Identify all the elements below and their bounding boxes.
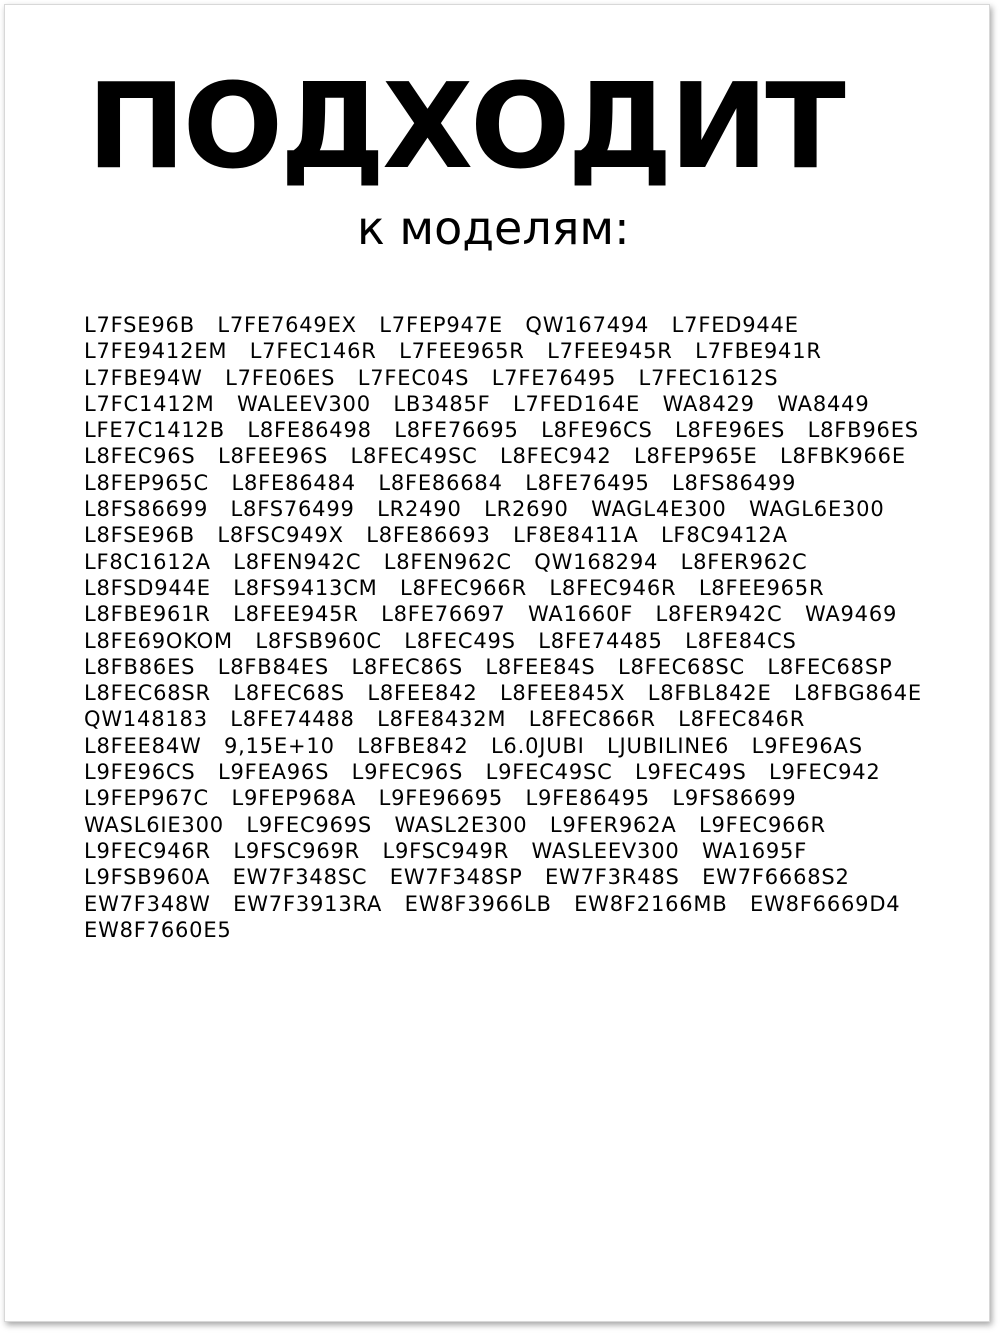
model-item: LR2490	[377, 497, 462, 522]
model-item: L8FE96ES	[675, 418, 786, 443]
model-item: L8FBE842	[357, 733, 469, 758]
model-item: LB3485F	[393, 391, 491, 416]
model-item: LR2690	[484, 497, 569, 522]
model-item: L8FS86499	[672, 470, 797, 495]
model-item: LJUBILINE6	[607, 733, 730, 758]
model-item: L7FEE965R	[399, 339, 525, 364]
page-subtitle: к моделям:	[357, 201, 630, 255]
model-item: L9FER962A	[549, 812, 677, 837]
page-title: ПОДХОДИТ	[87, 57, 843, 195]
model-item: L8FE96CS	[541, 418, 653, 443]
model-item: L8FEP965E	[633, 444, 758, 469]
model-item: QW168294	[534, 549, 659, 574]
model-item: EW7F348SC	[232, 865, 368, 890]
model-item: L8FEC68SR	[84, 681, 211, 706]
model-item: L8FB84ES	[217, 654, 329, 679]
model-item: L7FEC04S	[357, 365, 470, 390]
model-item: WALEEV300	[237, 391, 371, 416]
model-item: WASL2E300	[394, 812, 528, 837]
model-item: L7FBE941R	[695, 339, 822, 364]
model-item: L9FEC969S	[246, 812, 373, 837]
model-item: L8FSE96B	[84, 523, 195, 548]
model-item: L8FE86684	[378, 470, 503, 495]
model-item: QW148183	[84, 707, 208, 732]
model-item: L8FB96ES	[807, 418, 919, 443]
model-item: WASL6IE300	[84, 812, 224, 837]
model-item: L8FEC68SC	[617, 654, 745, 679]
model-item: L8FE74485	[538, 628, 663, 653]
model-item: L8FER942C	[655, 602, 783, 627]
model-item: L9FEC96S	[351, 760, 464, 785]
model-item: L8FSB960C	[255, 628, 382, 653]
model-item: L7FEE945R	[547, 339, 673, 364]
model-item: L8FSD944E	[84, 575, 211, 600]
model-item: L8FE86693	[366, 523, 491, 548]
model-item: L9FEC942	[769, 760, 881, 785]
model-item: L7FEP947E	[379, 313, 503, 337]
model-item: EW7F3R48S	[544, 865, 680, 890]
model-item: L8FE8432M	[377, 707, 507, 732]
model-item: L8FE74488	[230, 707, 355, 732]
model-item: LFE7C1412B	[84, 418, 225, 443]
model-item: EW8F6669D4	[750, 891, 901, 916]
model-item: L7FED164E	[513, 391, 641, 416]
model-item: L8FEE965R	[698, 575, 825, 600]
model-item: L7FEC146R	[249, 339, 377, 364]
model-item: L8FEE96S	[217, 444, 329, 469]
model-item: L9FE96695	[378, 786, 504, 811]
model-item: L8FBG864E	[793, 681, 922, 706]
model-item: L6.0JUBI	[490, 733, 585, 758]
model-item: L8FS86699	[84, 497, 209, 522]
model-item: L9FEC946R	[84, 838, 211, 863]
model-item: L8FEE945R	[233, 602, 359, 627]
model-item: L9FEA96S	[217, 760, 330, 785]
model-item: L8FBK966E	[780, 444, 906, 469]
model-item: L8FE76695	[394, 418, 519, 443]
model-item: WA1695F	[701, 838, 808, 863]
model-item: L8FS76499	[230, 497, 355, 522]
model-item: L7FE7649EX	[217, 313, 357, 337]
model-item: L9FEC966R	[698, 812, 826, 837]
model-item: L8FEC946R	[549, 575, 677, 600]
model-item: WA9469	[804, 602, 898, 627]
model-item: L8FEC68S	[233, 681, 345, 706]
model-item: L8FEC96S	[84, 444, 196, 469]
model-item: L9FEC49S	[635, 760, 747, 785]
model-item: LF8C9412A	[660, 523, 788, 548]
model-item: WA8449	[777, 391, 870, 416]
model-item: L8FS9413CM	[233, 575, 378, 600]
page-frame	[4, 4, 990, 1322]
model-item: L8FE69OKOM	[84, 628, 233, 653]
model-item: L7FBE94W	[84, 365, 203, 390]
model-item: L8FEP965C	[84, 470, 210, 495]
model-item: EW8F3966LB	[404, 891, 552, 916]
model-list	[84, 312, 944, 943]
model-item: L9FEP968A	[231, 786, 357, 811]
model-item: L8FBE961R	[84, 602, 211, 627]
model-item: L8FEC49SC	[350, 444, 478, 469]
model-item: L8FE84CS	[685, 628, 797, 653]
model-item: L8FEC86S	[351, 654, 463, 679]
model-item: L7FED944E	[671, 313, 799, 337]
model-item: L9FSC949R	[382, 838, 510, 863]
model-item: L8FEN942C	[233, 549, 362, 574]
model-item: L8FEE84S	[485, 654, 596, 679]
model-item: L9FEC49SC	[485, 760, 613, 785]
model-item: L8FEC866R	[528, 707, 656, 732]
model-item: L8FBL842E	[647, 681, 772, 706]
model-item: L7FSE96B	[84, 313, 195, 337]
model-item: L8FEC49S	[404, 628, 516, 653]
model-item: L9FSB960A	[84, 865, 211, 890]
model-item: EW8F7660E5	[84, 917, 232, 942]
model-item: L9FE96CS	[84, 760, 196, 785]
model-item: L7FE06ES	[225, 365, 336, 390]
model-item: WAGL6E300	[749, 497, 885, 522]
model-item: WAGL4E300	[591, 497, 727, 522]
model-item: L9FEP967C	[84, 786, 210, 811]
model-item: L8FEE845X	[499, 681, 626, 706]
model-item: L7FE9412EM	[84, 339, 228, 364]
model-item: EW7F348SP	[389, 865, 523, 890]
model-item: L8FEE84W	[84, 733, 202, 758]
model-item: L8FER962C	[680, 549, 808, 574]
model-item: L8FSC949X	[217, 523, 344, 548]
model-item: WA8429	[662, 391, 755, 416]
model-item: L8FEE842	[367, 681, 478, 706]
model-item: QW167494	[525, 313, 650, 337]
model-item: 9,15E+10	[224, 733, 335, 758]
model-item: L8FEC942	[499, 444, 612, 469]
model-item: EW7F348W	[84, 891, 211, 916]
model-item: L8FEN962C	[383, 549, 512, 574]
model-item: WA1660F	[528, 602, 634, 627]
model-item: L7FEC1612S	[638, 365, 779, 390]
model-item: WASLEEV300	[531, 838, 680, 863]
model-item: L8FE76495	[525, 470, 650, 495]
model-item: L8FEC966R	[400, 575, 527, 600]
model-item: L8FEC846R	[678, 707, 806, 732]
model-item: LF8C1612A	[84, 549, 211, 574]
model-item: L9FS86699	[672, 786, 797, 811]
model-item: L8FEC68SP	[767, 654, 893, 679]
model-item: L7FE76495	[491, 365, 617, 390]
model-item: L7FC1412M	[84, 391, 215, 416]
model-item: L9FSC969R	[233, 838, 361, 863]
model-item: L8FE76697	[381, 602, 506, 627]
model-item: L9FE96AS	[751, 733, 863, 758]
model-item: EW8F2166MB	[574, 891, 728, 916]
model-item: EW7F6668S2	[702, 865, 850, 890]
model-item: EW7F3913RA	[233, 891, 383, 916]
model-item: L8FB86ES	[84, 654, 196, 679]
model-item: L9FE86495	[525, 786, 650, 811]
model-item: LF8E8411A	[513, 523, 639, 548]
model-item: L8FE86484	[231, 470, 356, 495]
model-item: L8FE86498	[247, 418, 372, 443]
